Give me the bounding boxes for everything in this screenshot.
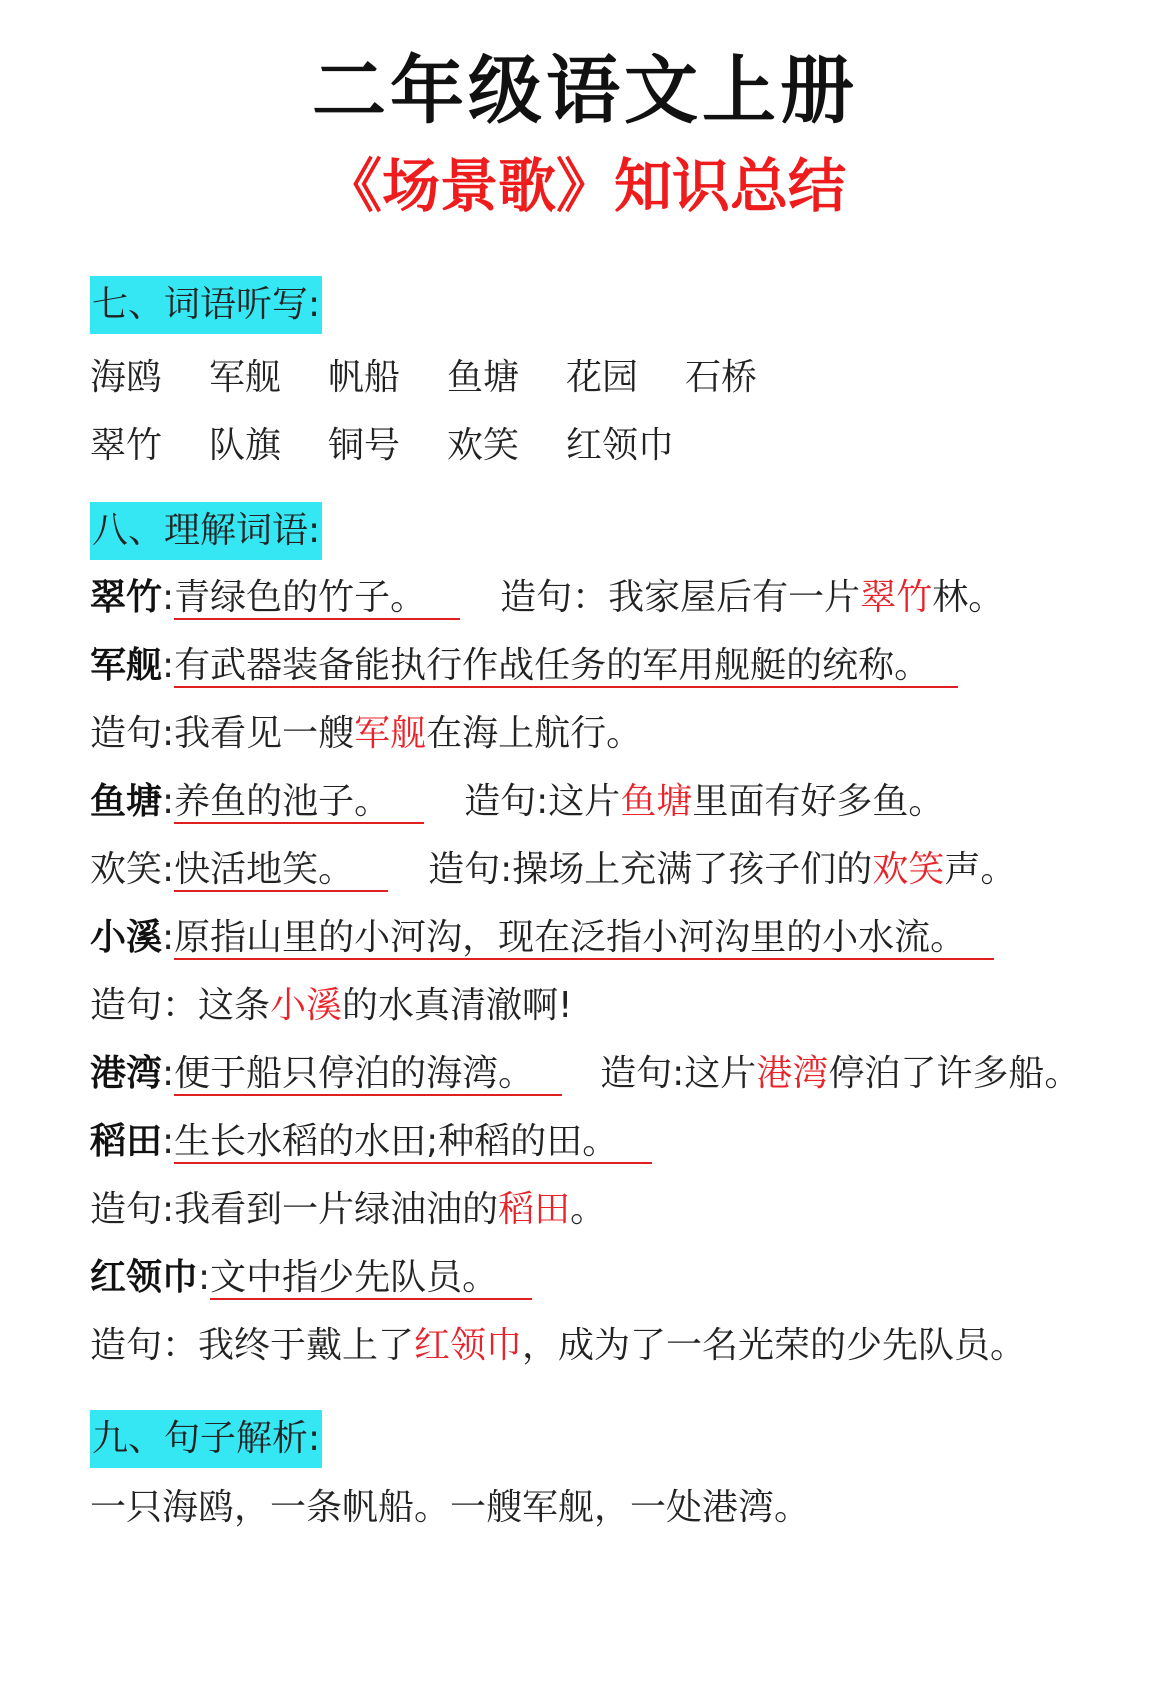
vocab-entry-cuizhu: 翠竹:青绿色的竹子。 造句：我家屋后有一片翠竹林。 (90, 577, 1005, 618)
section-heading-vocabulary: 八、理解词语: (90, 502, 322, 560)
page-subtitle: 《场景歌》知识总结 (323, 152, 846, 220)
dictation-row-2 (90, 418, 685, 474)
vocab-term: 军舰 (90, 645, 163, 686)
example-suffix: 声。 (944, 849, 1017, 890)
dictation-word: 海鸥 (90, 357, 163, 398)
example-prefix: 造句：我终于戴上了 (90, 1325, 415, 1366)
example-keyword: 小溪 (270, 985, 343, 1026)
dictation-word: 红领巾 (566, 425, 675, 466)
vocab-term: 小溪 (90, 917, 163, 958)
vocab-entry-junjian: 军舰:有武器装备能执行作战任务的军用舰艇的统称。 (90, 638, 958, 694)
section-heading-sentence-analysis: 九、句子解析: (90, 1410, 322, 1468)
example-suffix: ，成为了一名光荣的少先队员。 (522, 1325, 1027, 1366)
dictation-word: 石桥 (685, 357, 758, 398)
dictation-word: 帆船 (328, 357, 401, 398)
example-suffix: 林。 (932, 577, 1005, 618)
vocab-entry-yutang: 鱼塘:养鱼的池子。 造句:这片鱼塘里面有好多鱼。 (90, 781, 945, 822)
vocab-definition: 生长水稻的水田;种稻的田。 (174, 1121, 652, 1164)
example-sentence-junjian (90, 706, 642, 762)
vocab-term: 红领巾 (90, 1257, 199, 1298)
vocab-definition: 原指山里的小河沟，现在泛指小河沟里的小水流。 (174, 917, 994, 960)
example-prefix: 造句:这片 (464, 781, 621, 822)
dictation-word: 军舰 (209, 357, 282, 398)
vocab-entry-gangwan: 港湾:便于船只停泊的海湾。 造句:这片港湾停泊了许多船。 (90, 1053, 1081, 1094)
vocab-term: 港湾 (90, 1053, 163, 1094)
vocab-definition: 有武器装备能执行作战任务的军用舰艇的统称。 (174, 645, 958, 688)
example-keyword: 军舰 (354, 713, 427, 754)
vocab-term: 翠竹 (90, 577, 163, 618)
vocab-term: 鱼塘 (90, 781, 163, 822)
dictation-word: 欢笑 (447, 425, 520, 466)
example-keyword: 欢笑 (872, 849, 945, 890)
vocab-definition: 快活地笑。 (174, 849, 388, 892)
vocab-entry-daotian: 稻田:生长水稻的水田;种稻的田。 (90, 1114, 652, 1170)
example-keyword: 稻田 (498, 1189, 571, 1230)
vocab-definition: 青绿色的竹子。 (174, 577, 460, 620)
example-prefix: 造句：我家屋后有一片 (500, 577, 861, 618)
dictation-row-1 (90, 350, 804, 406)
example-suffix: 里面有好多鱼。 (692, 781, 945, 822)
dictation-word: 队旗 (209, 425, 282, 466)
example-sentence-xiaoxi (90, 978, 572, 1034)
vocab-entry-huanxiao: 欢笑:快活地笑。 造句:操场上充满了孩子们的欢笑声。 (90, 849, 1017, 890)
example-prefix: 造句:我看见一艘 (90, 713, 355, 754)
vocab-term: 稻田 (90, 1121, 163, 1162)
example-prefix: 造句:这片 (600, 1053, 757, 1094)
example-keyword: 港湾 (756, 1053, 829, 1094)
dictation-word: 鱼塘 (447, 357, 520, 398)
example-suffix: 。 (570, 1189, 607, 1230)
dictation-word: 翠竹 (90, 425, 163, 466)
example-keyword: 红领巾 (414, 1325, 523, 1366)
vocab-definition: 文中指少先队员。 (210, 1257, 532, 1300)
vocab-definition: 养鱼的池子。 (174, 781, 424, 824)
example-keyword: 翠竹 (860, 577, 933, 618)
example-sentence-daotian (90, 1182, 606, 1238)
dictation-word: 铜号 (328, 425, 401, 466)
section-heading-dictation: 七、词语听写: (90, 276, 322, 334)
example-prefix: 造句:我看到一片绿油油的 (90, 1189, 499, 1230)
example-suffix: 的水真清澈啊! (342, 985, 573, 1026)
vocab-entry-xiaoxi: 小溪:原指山里的小河沟，现在泛指小河沟里的小水流。 (90, 910, 994, 966)
vocab-entry-honglingjin: 红领巾:文中指少先队员。 (90, 1250, 532, 1306)
analysis-sentence: 一只海鸥，一条帆船。一艘军舰，一处港湾。 (90, 1487, 811, 1528)
example-keyword: 鱼塘 (620, 781, 693, 822)
page-title: 二年级语文上册 (312, 48, 858, 134)
example-suffix: 在海上航行。 (426, 713, 643, 754)
vocab-term: 欢笑 (90, 849, 163, 890)
example-suffix: 停泊了许多船。 (828, 1053, 1081, 1094)
example-prefix: 造句：这条 (90, 985, 271, 1026)
example-prefix: 造句:操场上充满了孩子们的 (428, 849, 873, 890)
vocab-definition: 便于船只停泊的海湾。 (174, 1053, 562, 1096)
example-sentence-honglingjin (90, 1318, 1026, 1374)
dictation-word: 花园 (566, 357, 639, 398)
